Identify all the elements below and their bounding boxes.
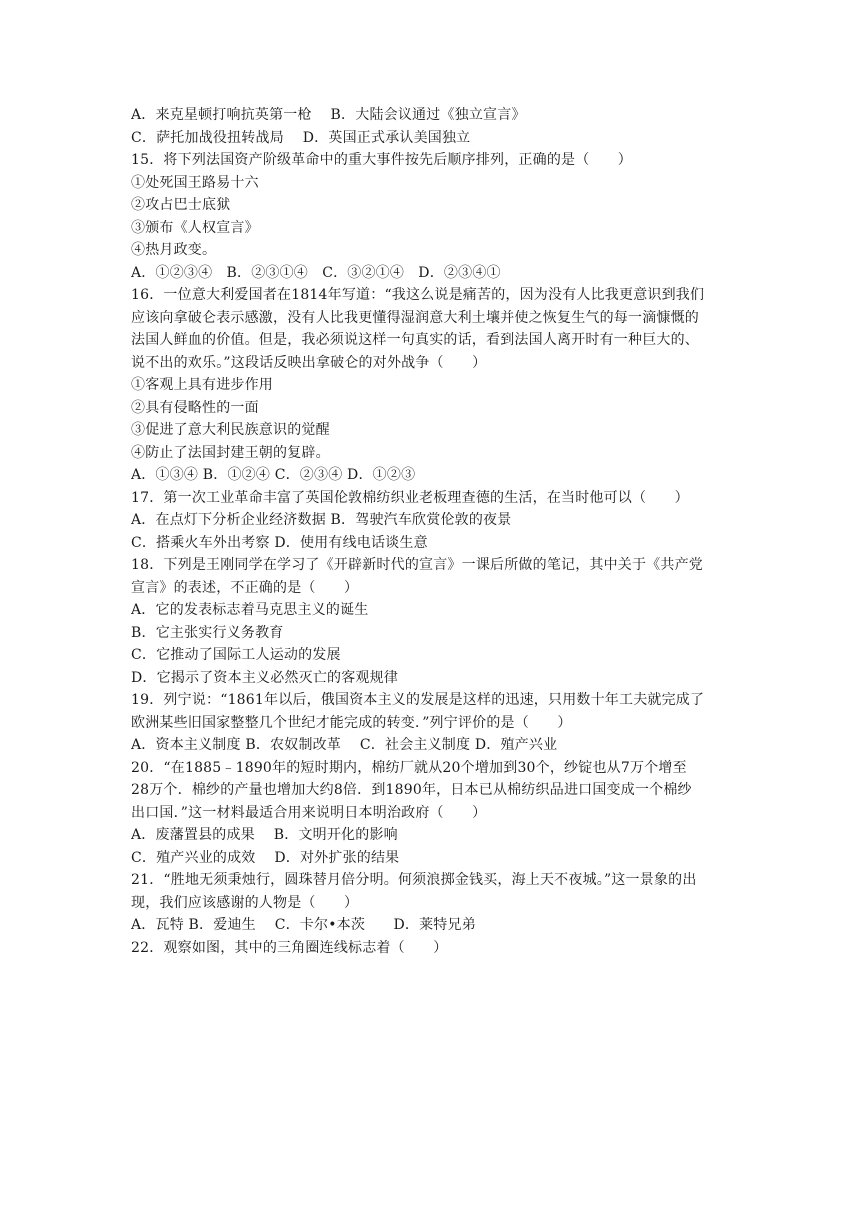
q18-stem-line-1: 18．下列是王刚同学在学习了《开辟新时代的宣言》一课后所做的笔记，其中关于《共产党	[131, 557, 704, 573]
q15-stem: 15．将下列法国资产阶级革命中的重大事件按先后顺序排列，正确的是（ ）	[131, 152, 633, 168]
q16-stem-line-3: 法国人鲜血的价值。但是，我必须说这样一句真实的话，看到法国人离开时有一种巨大的、	[131, 332, 699, 348]
q18-option-c: C．它推动了国际工人运动的发展	[131, 647, 341, 663]
q18-option-a: A．它的发表标志着马克思主义的诞生	[131, 602, 369, 618]
q21-options: A．瓦特 B．爱迪生 C．卡尔•本茨 D．莱特兄弟	[131, 917, 476, 933]
q15-item-3: ③颁布《人权宣言》	[131, 219, 259, 236]
q15-item-1: ①处死国王路易十六	[131, 174, 259, 191]
q17-stem: 17．第一次工业革命丰富了英国伦敦棉纺织业老板理查德的生活，在当时他可以（ ）	[131, 489, 689, 506]
q20-options-line-2: C．殖产兴业的成效 D．对外扩张的结果	[131, 849, 400, 866]
q15-item-2: ②攻占巴士底狱	[131, 197, 231, 213]
q21-stem-line-2: 现，我们应该感谢的人物是（ ）	[131, 894, 359, 911]
q20-stem-line-3: 出口国．”这一材料最适合用来说明日本明治政府（ ）	[131, 804, 487, 821]
q16-item-3: ③促进了意大利民族意识的觉醒	[131, 422, 330, 438]
q22-stem: 22．观察如图，其中的三角圈连线标志着（ ）	[131, 939, 448, 956]
q21-stem-line-1: 21．“胜地无须秉烛行，圆珠替月倍分明。何须浪掷金钱买，海上天不夜城。”这一景象的出	[131, 872, 697, 888]
q16-item-4: ④防止了法国封建王朝的复辟。	[131, 444, 330, 461]
q14-options-line-2: C．萨托加战役扭转战局 D．英国正式承认美国独立	[131, 129, 471, 146]
q16-options: A．①③④ B．①②④ C．②③④ D．①②③	[131, 467, 416, 483]
q16-stem-line-4: 说不出的欢乐。”这段话反映出拿破仑的对外战争（ ）	[131, 354, 487, 371]
q17-options-line-2: C．搭乘火车外出考察 D．使用有线电话谈生意	[131, 534, 428, 551]
q19-stem-line-1: 19．列宁说：“1861年以后，俄国资本主义的发展是这样的迅速，只用数十年工夫就完成了	[131, 692, 705, 708]
q19-options: A．资本主义制度 B．农奴制改革 C．社会主义制度 D．殖产兴业	[131, 737, 558, 753]
q14-options-line-1: A．来克星顿打响抗英第一枪 B．大陆会议通过《独立宣言》	[131, 107, 526, 123]
q16-stem-line-1: 16．一位意大利爱国者在1814年写道：“我这么说是痛苦的，因为没有人比我更意识到我们	[131, 287, 705, 303]
q16-item-2: ②具有侵略性的一面	[131, 399, 259, 416]
q16-stem-line-2: 应该向拿破仑表示感激，没有人比我更懂得湿润意大利土壤并使之恢复生气的每一滴慷慨的	[131, 309, 699, 326]
q19-stem-line-2: 欧洲某些旧国家整整几个世纪才能完成的转变．”列宁评价的是（ ）	[131, 714, 572, 731]
q15-options: A．①②③④ B．②③①④ C．③②①④ D．②③④①	[131, 264, 501, 281]
q18-stem-line-2: 宣言》的表述，不正确的是（ ）	[131, 579, 359, 596]
q16-item-1: ①客观上具有进步作用	[131, 377, 273, 393]
q20-stem-line-1: 20．“在1885﹣1890年的短时期内，棉纺厂就从20个增加到30个，纱锭也从7万个增至	[131, 759, 687, 776]
q20-options-line-1: A．废藩置县的成果 B．文明开化的影响	[131, 827, 398, 843]
q20-stem-line-2: 28万个．棉纱的产量也增加大约8倍．到1890年，日本已从棉纺织品进口国变成一个棉纱	[131, 782, 692, 798]
q15-item-4: ④热月政变。	[131, 242, 217, 258]
exam-page	[131, 104, 741, 959]
q18-option-b: B．它主张实行义务教育	[131, 624, 284, 641]
q17-options-line-1: A．在点灯下分析企业经济数据 B．驾驶汽车欣赏伦敦的夜景	[131, 512, 512, 528]
q18-option-d: D．它揭示了资本主义必然灭亡的客观规律	[131, 669, 399, 686]
